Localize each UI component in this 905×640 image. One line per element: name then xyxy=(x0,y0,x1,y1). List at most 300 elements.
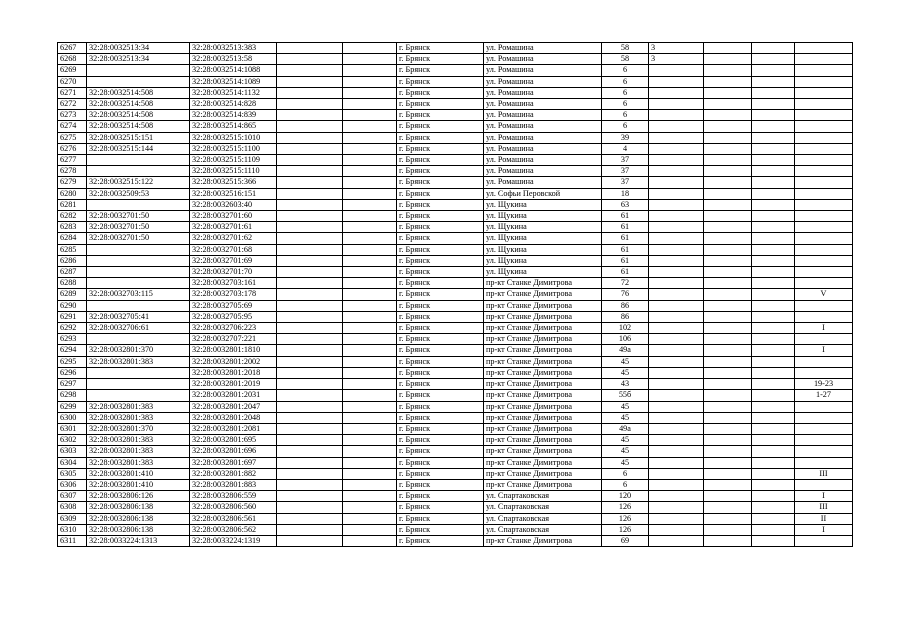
street-cell: пр-кт Станке Димитрова xyxy=(484,300,602,311)
extra-cell xyxy=(752,435,795,446)
premises-cell xyxy=(795,99,853,110)
extra-cell xyxy=(752,177,795,188)
street-cell: пр-кт Станке Димитрова xyxy=(484,535,602,546)
cadastral-number-cell: 32:28:0032801:2019 xyxy=(190,379,277,390)
building-cell xyxy=(649,468,704,479)
empty-cell xyxy=(343,54,397,65)
street-cell: ул. Щукина xyxy=(484,267,602,278)
empty-cell xyxy=(277,76,343,87)
city-cell: г. Брянск xyxy=(397,54,484,65)
cadastral-parent-cell: 32:28:0032806:138 xyxy=(87,513,190,524)
city-cell: г. Брянск xyxy=(397,65,484,76)
premises-cell xyxy=(795,110,853,121)
empty-cell xyxy=(343,132,397,143)
building-cell xyxy=(649,379,704,390)
empty-cell xyxy=(343,412,397,423)
empty-cell xyxy=(277,446,343,457)
extra-cell xyxy=(752,491,795,502)
cadastral-number-cell: 32:28:0032514:1132 xyxy=(190,87,277,98)
row-number-cell: 6276 xyxy=(58,143,87,154)
cadastral-parent-cell: 32:28:0032701:50 xyxy=(87,211,190,222)
city-cell: г. Брянск xyxy=(397,155,484,166)
register-table xyxy=(57,42,853,547)
building-cell xyxy=(649,155,704,166)
extra-cell xyxy=(704,177,752,188)
house-number-cell: 126 xyxy=(602,502,649,513)
empty-cell xyxy=(277,356,343,367)
building-cell xyxy=(649,121,704,132)
city-cell: г. Брянск xyxy=(397,457,484,468)
row-number-cell: 6300 xyxy=(58,412,87,423)
cadastral-parent-cell xyxy=(87,278,190,289)
row-number-cell: 6291 xyxy=(58,311,87,322)
row-number-cell: 6294 xyxy=(58,345,87,356)
premises-cell xyxy=(795,188,853,199)
empty-cell xyxy=(343,244,397,255)
row-number-cell: 6310 xyxy=(58,524,87,535)
cadastral-number-cell: 32:28:0032515:1010 xyxy=(190,132,277,143)
table-row xyxy=(58,524,853,535)
empty-cell xyxy=(277,278,343,289)
table-row xyxy=(58,166,853,177)
city-cell: г. Брянск xyxy=(397,502,484,513)
cadastral-parent-cell xyxy=(87,65,190,76)
premises-cell xyxy=(795,435,853,446)
empty-cell xyxy=(343,255,397,266)
cadastral-parent-cell: 32:28:0032806:126 xyxy=(87,491,190,502)
cadastral-parent-cell: 32:28:0032801:370 xyxy=(87,423,190,434)
empty-cell xyxy=(343,43,397,54)
street-cell: пр-кт Станке Димитрова xyxy=(484,278,602,289)
city-cell: г. Брянск xyxy=(397,166,484,177)
house-number-cell: 120 xyxy=(602,491,649,502)
cadastral-number-cell: 32:28:0032806:560 xyxy=(190,502,277,513)
empty-cell xyxy=(343,491,397,502)
city-cell: г. Брянск xyxy=(397,479,484,490)
building-cell xyxy=(649,345,704,356)
extra-cell xyxy=(704,199,752,210)
premises-cell: I xyxy=(795,491,853,502)
cadastral-parent-cell: 32:28:0032701:50 xyxy=(87,233,190,244)
cadastral-number-cell: 32:28:0032801:882 xyxy=(190,468,277,479)
cadastral-number-cell: 32:28:0032701:69 xyxy=(190,255,277,266)
table-row xyxy=(58,323,853,334)
empty-cell xyxy=(343,311,397,322)
house-number-cell: 4 xyxy=(602,143,649,154)
empty-cell xyxy=(343,76,397,87)
row-number-cell: 6287 xyxy=(58,267,87,278)
building-cell xyxy=(649,479,704,490)
extra-cell xyxy=(704,468,752,479)
city-cell: г. Брянск xyxy=(397,267,484,278)
city-cell: г. Брянск xyxy=(397,177,484,188)
city-cell: г. Брянск xyxy=(397,356,484,367)
cadastral-number-cell: 32:28:0032801:696 xyxy=(190,446,277,457)
building-cell xyxy=(649,356,704,367)
row-number-cell: 6303 xyxy=(58,446,87,457)
empty-cell xyxy=(277,300,343,311)
house-number-cell: 126 xyxy=(602,513,649,524)
cadastral-parent-cell: 32:28:0032514:508 xyxy=(87,110,190,121)
city-cell: г. Брянск xyxy=(397,390,484,401)
premises-cell: III xyxy=(795,468,853,479)
city-cell: г. Брянск xyxy=(397,278,484,289)
premises-cell xyxy=(795,155,853,166)
street-cell: пр-кт Станке Димитрова xyxy=(484,479,602,490)
row-number-cell: 6290 xyxy=(58,300,87,311)
street-cell: ул. Ромашина xyxy=(484,177,602,188)
extra-cell xyxy=(752,356,795,367)
extra-cell xyxy=(704,244,752,255)
premises-cell: I xyxy=(795,323,853,334)
extra-cell xyxy=(752,423,795,434)
empty-cell xyxy=(343,502,397,513)
street-cell: ул. Спартаковская xyxy=(484,513,602,524)
row-number-cell: 6306 xyxy=(58,479,87,490)
extra-cell xyxy=(704,535,752,546)
extra-cell xyxy=(752,379,795,390)
house-number-cell: 45 xyxy=(602,446,649,457)
building-cell xyxy=(649,166,704,177)
empty-cell xyxy=(277,323,343,334)
row-number-cell: 6302 xyxy=(58,435,87,446)
street-cell: ул. Ромашина xyxy=(484,65,602,76)
cadastral-number-cell: 32:28:0032515:1100 xyxy=(190,143,277,154)
premises-cell xyxy=(795,457,853,468)
table-row xyxy=(58,121,853,132)
row-number-cell: 6295 xyxy=(58,356,87,367)
street-cell: ул. Ромашина xyxy=(484,166,602,177)
empty-cell xyxy=(277,379,343,390)
empty-cell xyxy=(343,479,397,490)
street-cell: пр-кт Станке Димитрова xyxy=(484,401,602,412)
city-cell: г. Брянск xyxy=(397,446,484,457)
table-row xyxy=(58,222,853,233)
extra-cell xyxy=(704,435,752,446)
house-number-cell: 55б xyxy=(602,390,649,401)
cadastral-parent-cell: 32:28:0032801:383 xyxy=(87,457,190,468)
building-cell xyxy=(649,177,704,188)
row-number-cell: 6285 xyxy=(58,244,87,255)
row-number-cell: 6308 xyxy=(58,502,87,513)
row-number-cell: 6298 xyxy=(58,390,87,401)
premises-cell xyxy=(795,166,853,177)
cadastral-number-cell: 32:28:0032514:1089 xyxy=(190,76,277,87)
empty-cell xyxy=(343,513,397,524)
empty-cell xyxy=(343,524,397,535)
city-cell: г. Брянск xyxy=(397,255,484,266)
cadastral-parent-cell: 32:28:0032806:138 xyxy=(87,524,190,535)
street-cell: пр-кт Станке Димитрова xyxy=(484,345,602,356)
table-row xyxy=(58,311,853,322)
extra-cell xyxy=(704,143,752,154)
cadastral-parent-cell xyxy=(87,379,190,390)
street-cell: пр-кт Станке Димитрова xyxy=(484,446,602,457)
house-number-cell: 58 xyxy=(602,43,649,54)
cadastral-parent-cell: 32:28:0032801:370 xyxy=(87,345,190,356)
premises-cell xyxy=(795,76,853,87)
cadastral-parent-cell: 32:28:0032509:53 xyxy=(87,188,190,199)
house-number-cell: 72 xyxy=(602,278,649,289)
empty-cell xyxy=(343,323,397,334)
extra-cell xyxy=(752,188,795,199)
table-row xyxy=(58,379,853,390)
table-row xyxy=(58,188,853,199)
extra-cell xyxy=(704,323,752,334)
city-cell: г. Брянск xyxy=(397,423,484,434)
city-cell: г. Брянск xyxy=(397,300,484,311)
table-row xyxy=(58,87,853,98)
cadastral-number-cell: 32:28:0032705:69 xyxy=(190,300,277,311)
extra-cell xyxy=(752,289,795,300)
house-number-cell: 76 xyxy=(602,289,649,300)
extra-cell xyxy=(704,491,752,502)
extra-cell xyxy=(704,110,752,121)
premises-cell xyxy=(795,65,853,76)
cadastral-parent-cell xyxy=(87,155,190,166)
extra-cell xyxy=(752,311,795,322)
premises-cell: V xyxy=(795,289,853,300)
premises-cell xyxy=(795,143,853,154)
street-cell: ул. Спартаковская xyxy=(484,491,602,502)
house-number-cell: 6 xyxy=(602,121,649,132)
premises-cell: II xyxy=(795,513,853,524)
table-row xyxy=(58,367,853,378)
city-cell: г. Брянск xyxy=(397,435,484,446)
row-number-cell: 6307 xyxy=(58,491,87,502)
empty-cell xyxy=(277,513,343,524)
cadastral-number-cell: 32:28:0032701:68 xyxy=(190,244,277,255)
table-row xyxy=(58,211,853,222)
house-number-cell: 63 xyxy=(602,199,649,210)
city-cell: г. Брянск xyxy=(397,43,484,54)
house-number-cell: 86 xyxy=(602,300,649,311)
premises-cell xyxy=(795,43,853,54)
extra-cell xyxy=(704,43,752,54)
table-row xyxy=(58,401,853,412)
building-cell: 3 xyxy=(649,43,704,54)
house-number-cell: 86 xyxy=(602,311,649,322)
extra-cell xyxy=(752,199,795,210)
cadastral-parent-cell: 32:28:0032703:115 xyxy=(87,289,190,300)
cadastral-parent-cell: 32:28:0032515:122 xyxy=(87,177,190,188)
house-number-cell: 49а xyxy=(602,345,649,356)
empty-cell xyxy=(343,356,397,367)
premises-cell xyxy=(795,300,853,311)
extra-cell xyxy=(752,222,795,233)
empty-cell xyxy=(277,457,343,468)
cadastral-parent-cell: 32:28:0032801:383 xyxy=(87,435,190,446)
street-cell: пр-кт Станке Димитрова xyxy=(484,311,602,322)
street-cell: ул. Ромашина xyxy=(484,43,602,54)
street-cell: ул. Ромашина xyxy=(484,76,602,87)
city-cell: г. Брянск xyxy=(397,379,484,390)
cadastral-parent-cell: 32:28:0032705:41 xyxy=(87,311,190,322)
row-number-cell: 6278 xyxy=(58,166,87,177)
empty-cell xyxy=(277,502,343,513)
cadastral-number-cell: 32:28:0032603:40 xyxy=(190,199,277,210)
table-row xyxy=(58,446,853,457)
cadastral-number-cell: 32:28:0032801:2047 xyxy=(190,401,277,412)
empty-cell xyxy=(343,300,397,311)
city-cell: г. Брянск xyxy=(397,334,484,345)
premises-cell xyxy=(795,244,853,255)
cadastral-number-cell: 32:28:0032806:561 xyxy=(190,513,277,524)
table-row xyxy=(58,345,853,356)
empty-cell xyxy=(277,121,343,132)
extra-cell xyxy=(704,423,752,434)
cadastral-number-cell: 32:28:0032515:366 xyxy=(190,177,277,188)
city-cell: г. Брянск xyxy=(397,222,484,233)
table-row xyxy=(58,233,853,244)
extra-cell xyxy=(752,278,795,289)
street-cell: ул. Щукина xyxy=(484,233,602,244)
street-cell: пр-кт Станке Димитрова xyxy=(484,435,602,446)
row-number-cell: 6270 xyxy=(58,76,87,87)
cadastral-parent-cell xyxy=(87,300,190,311)
house-number-cell: 45 xyxy=(602,367,649,378)
extra-cell xyxy=(704,222,752,233)
building-cell xyxy=(649,334,704,345)
table-row xyxy=(58,412,853,423)
empty-cell xyxy=(343,155,397,166)
cadastral-parent-cell xyxy=(87,334,190,345)
empty-cell xyxy=(343,468,397,479)
empty-cell xyxy=(343,99,397,110)
house-number-cell: 106 xyxy=(602,334,649,345)
street-cell: пр-кт Станке Димитрова xyxy=(484,289,602,300)
table-row xyxy=(58,300,853,311)
row-number-cell: 6277 xyxy=(58,155,87,166)
empty-cell xyxy=(343,379,397,390)
empty-cell xyxy=(343,121,397,132)
extra-cell xyxy=(704,278,752,289)
city-cell: г. Брянск xyxy=(397,188,484,199)
row-number-cell: 6292 xyxy=(58,323,87,334)
cadastral-parent-cell: 32:28:0032801:383 xyxy=(87,401,190,412)
premises-cell xyxy=(795,367,853,378)
building-cell xyxy=(649,289,704,300)
city-cell: г. Брянск xyxy=(397,311,484,322)
extra-cell xyxy=(752,345,795,356)
premises-cell xyxy=(795,267,853,278)
extra-cell xyxy=(752,76,795,87)
empty-cell xyxy=(277,367,343,378)
street-cell: пр-кт Станке Димитрова xyxy=(484,334,602,345)
building-cell xyxy=(649,491,704,502)
empty-cell xyxy=(277,166,343,177)
extra-cell xyxy=(704,367,752,378)
building-cell xyxy=(649,535,704,546)
cadastral-parent-cell xyxy=(87,199,190,210)
house-number-cell: 61 xyxy=(602,255,649,266)
row-number-cell: 6284 xyxy=(58,233,87,244)
building-cell: 3 xyxy=(649,54,704,65)
premises-cell xyxy=(795,535,853,546)
cadastral-number-cell: 32:28:0032801:2081 xyxy=(190,423,277,434)
extra-cell xyxy=(752,99,795,110)
cadastral-number-cell: 32:28:0032801:883 xyxy=(190,479,277,490)
building-cell xyxy=(649,524,704,535)
street-cell: ул. Спартаковская xyxy=(484,524,602,535)
premises-cell xyxy=(795,199,853,210)
cadastral-parent-cell xyxy=(87,367,190,378)
building-cell xyxy=(649,502,704,513)
premises-cell xyxy=(795,255,853,266)
table-row xyxy=(58,468,853,479)
empty-cell xyxy=(277,334,343,345)
house-number-cell: 37 xyxy=(602,177,649,188)
empty-cell xyxy=(343,222,397,233)
empty-cell xyxy=(343,367,397,378)
building-cell xyxy=(649,311,704,322)
city-cell: г. Брянск xyxy=(397,513,484,524)
cadastral-parent-cell: 32:28:0032801:383 xyxy=(87,446,190,457)
street-cell: ул. Ромашина xyxy=(484,110,602,121)
empty-cell xyxy=(343,267,397,278)
extra-cell xyxy=(752,211,795,222)
table-row xyxy=(58,502,853,513)
empty-cell xyxy=(343,390,397,401)
empty-cell xyxy=(277,289,343,300)
street-cell: ул. Ромашина xyxy=(484,121,602,132)
premises-cell xyxy=(795,311,853,322)
cadastral-parent-cell: 32:28:0032801:410 xyxy=(87,479,190,490)
row-number-cell: 6289 xyxy=(58,289,87,300)
premises-cell xyxy=(795,423,853,434)
extra-cell xyxy=(704,457,752,468)
premises-cell xyxy=(795,222,853,233)
table-row xyxy=(58,110,853,121)
empty-cell xyxy=(277,390,343,401)
table-row xyxy=(58,289,853,300)
empty-cell xyxy=(277,535,343,546)
house-number-cell: 37 xyxy=(602,166,649,177)
city-cell: г. Брянск xyxy=(397,132,484,143)
table-row xyxy=(58,54,853,65)
empty-cell xyxy=(277,491,343,502)
extra-cell xyxy=(752,401,795,412)
cadastral-number-cell: 32:28:0032801:1810 xyxy=(190,345,277,356)
row-number-cell: 6275 xyxy=(58,132,87,143)
house-number-cell: 61 xyxy=(602,244,649,255)
cadastral-parent-cell: 32:28:0032806:138 xyxy=(87,502,190,513)
cadastral-number-cell: 32:28:0032705:95 xyxy=(190,311,277,322)
extra-cell xyxy=(752,267,795,278)
building-cell xyxy=(649,423,704,434)
extra-cell xyxy=(752,87,795,98)
cadastral-parent-cell: 32:28:0032514:508 xyxy=(87,121,190,132)
extra-cell xyxy=(752,43,795,54)
premises-cell xyxy=(795,132,853,143)
extra-cell xyxy=(704,188,752,199)
extra-cell xyxy=(752,468,795,479)
extra-cell xyxy=(704,334,752,345)
house-number-cell: 45 xyxy=(602,457,649,468)
extra-cell xyxy=(704,233,752,244)
extra-cell xyxy=(752,255,795,266)
cadastral-number-cell: 32:28:0032703:161 xyxy=(190,278,277,289)
building-cell xyxy=(649,132,704,143)
empty-cell xyxy=(343,188,397,199)
street-cell: пр-кт Станке Димитрова xyxy=(484,423,602,434)
building-cell xyxy=(649,222,704,233)
empty-cell xyxy=(277,244,343,255)
house-number-cell: 6 xyxy=(602,468,649,479)
extra-cell xyxy=(704,300,752,311)
empty-cell xyxy=(277,54,343,65)
row-number-cell: 6309 xyxy=(58,513,87,524)
